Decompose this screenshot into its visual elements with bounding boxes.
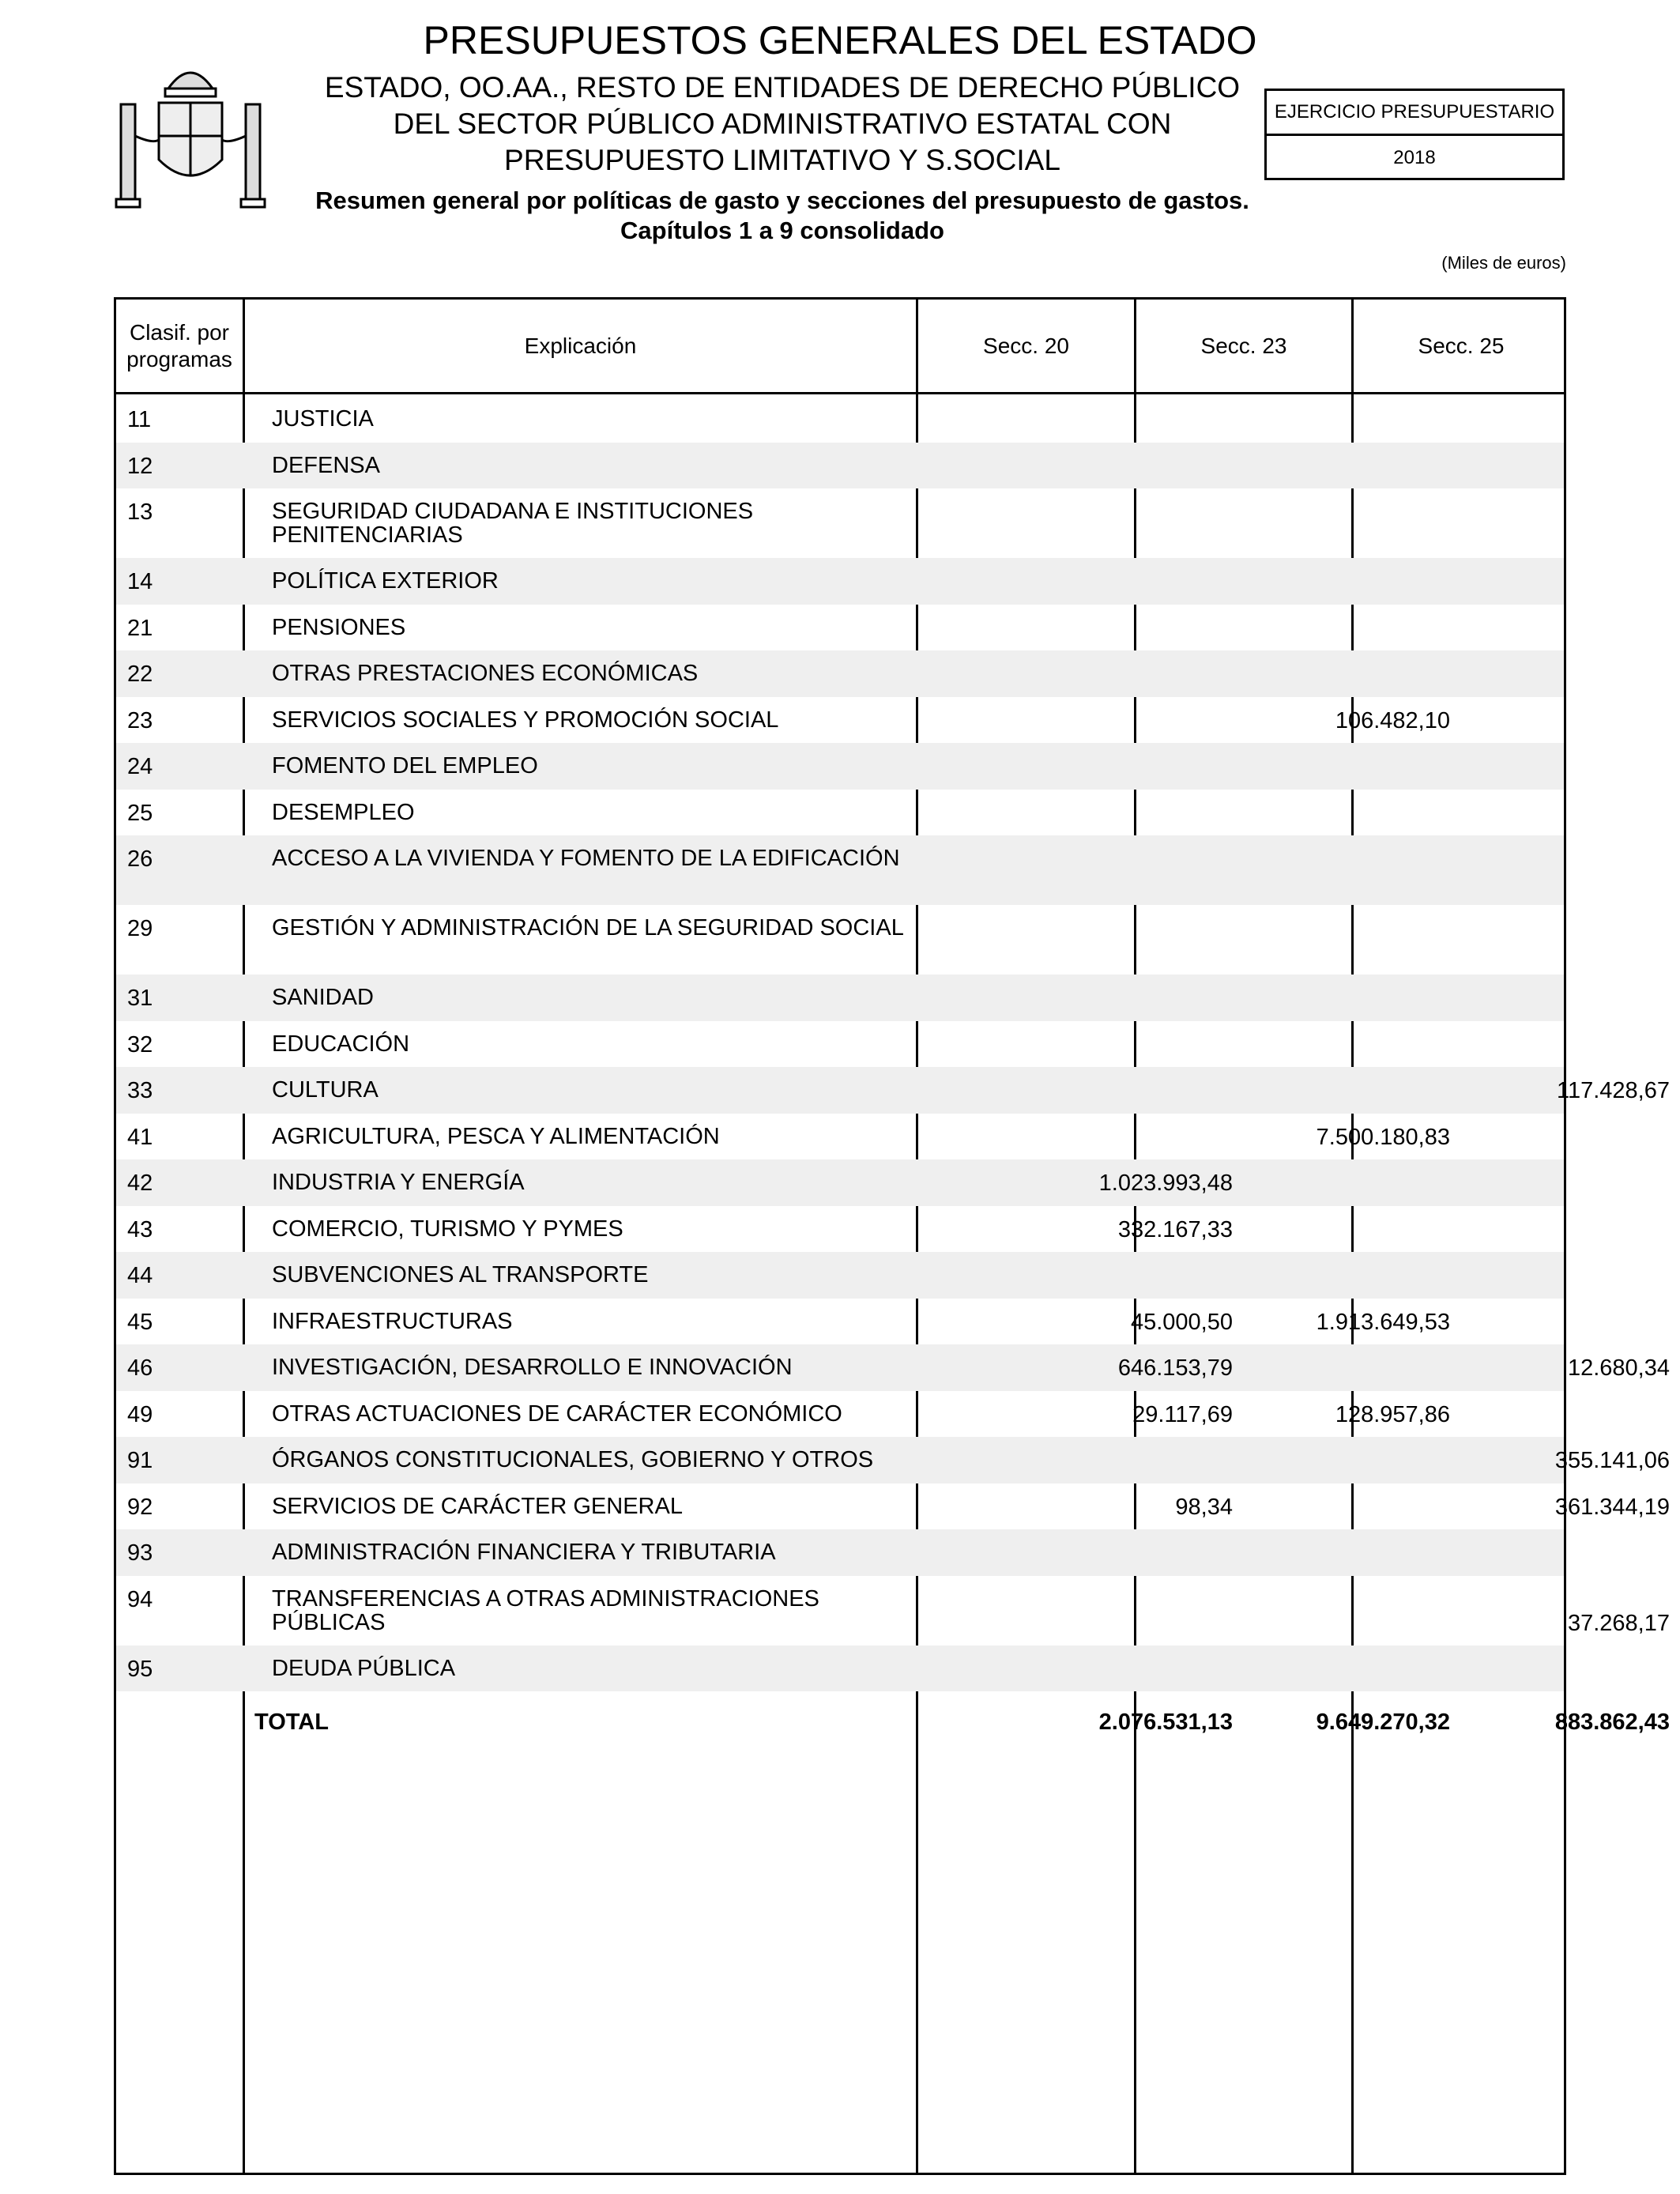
row-secc-20: 98,34	[1175, 1494, 1233, 1520]
row-label: AGRICULTURA, PESCA Y ALIMENTACIÓN	[272, 1123, 720, 1149]
row-label: SUBVENCIONES AL TRANSPORTE	[272, 1262, 649, 1287]
table-row	[116, 905, 1564, 974]
row-label: DESEMPLEO	[272, 799, 415, 825]
row-label: TRANSFERENCIAS A OTRAS ADMINISTRACIONES PÚBLICAS	[272, 1585, 819, 1635]
row-code: 49	[127, 1401, 153, 1427]
row-label: COMERCIO, TURISMO Y PYMES	[272, 1216, 623, 1242]
table-row	[116, 790, 1564, 836]
row-code: 22	[127, 662, 153, 687]
table-row	[116, 1437, 1670, 1483]
table-row	[116, 650, 1564, 697]
row-label: CULTURA	[272, 1077, 379, 1103]
row-label: OTRAS ACTUACIONES DE CARÁCTER ECONÓMICO	[272, 1400, 842, 1427]
row-code: 25	[127, 800, 153, 826]
row-label: ACCESO A LA VIVIENDA Y FOMENTO DE LA EDIFICACIÓN	[272, 846, 900, 871]
table-row	[116, 1021, 1564, 1068]
table-row	[116, 443, 1564, 489]
row-secc-25: 355.141,06	[1554, 1448, 1670, 1473]
table-row	[116, 488, 1564, 558]
table-row	[116, 1252, 1564, 1299]
row-code: 43	[127, 1216, 153, 1242]
row-secc-25: 37.268,17	[1567, 1610, 1670, 1636]
total-row	[116, 1698, 1670, 1744]
row-secc-25: 117.428,67	[1557, 1078, 1670, 1103]
row-secc-23: 1.913.649,53	[1316, 1309, 1450, 1335]
row-code: 13	[127, 499, 153, 525]
row-label: SEGURIDAD CIUDADANA E INSTITUCIONES PENITENCIARIAS	[272, 499, 754, 548]
row-code: 46	[127, 1355, 153, 1381]
table-row	[116, 1067, 1670, 1114]
page-title: PRESUPUESTOS GENERALES DEL ESTADO	[423, 18, 1257, 62]
column-header-secc-25: Secc. 25	[1418, 333, 1505, 358]
ejercicio-year: 2018	[1393, 147, 1436, 168]
table-row	[116, 1206, 1564, 1253]
row-code: 12	[127, 453, 153, 479]
row-secc-20: 332.167,33	[1117, 1216, 1233, 1242]
row-label: PENSIONES	[272, 614, 406, 640]
subtitle-line-1: ESTADO, OO.AA., RESTO DE ENTIDADES DE DERECHO PÚBLICO	[324, 71, 1241, 104]
subtitle-line-2: DEL SECTOR PÚBLICO ADMINISTRATIVO ESTATAL CON	[393, 107, 1172, 140]
table-row	[116, 1391, 1564, 1438]
table-row	[116, 1529, 1564, 1576]
row-label: OTRAS PRESTACIONES ECONÓMICAS	[272, 661, 699, 686]
table-row	[116, 605, 1564, 651]
row-code: 93	[127, 1540, 153, 1566]
row-code: 44	[127, 1263, 153, 1288]
row-label: DEFENSA	[272, 452, 380, 478]
row-label: FOMENTO DEL EMPLEO	[272, 753, 538, 778]
row-code: 95	[127, 1656, 153, 1682]
description-line-1: Resumen general por políticas de gasto y secciones del presupuesto de gastos.	[315, 187, 1249, 214]
row-code: 23	[127, 707, 153, 733]
row-code: 41	[127, 1124, 153, 1150]
ejercicio-label: EJERCICIO PRESUPUESTARIO	[1267, 91, 1562, 136]
row-label: JUSTICIA	[272, 406, 374, 432]
table-row	[116, 1344, 1670, 1391]
units-note: (Miles de euros)	[1441, 253, 1566, 273]
row-secc-25: 12.680,34	[1567, 1355, 1670, 1381]
ejercicio-box	[1264, 89, 1565, 180]
row-secc-23: 7.500.180,83	[1316, 1124, 1450, 1150]
row-secc-25: 361.344,19	[1554, 1494, 1670, 1520]
total-secc-23: 9.649.270,32	[1316, 1710, 1450, 1735]
table-row	[116, 558, 1564, 605]
table-row	[116, 1483, 1670, 1530]
row-code: 31	[127, 986, 153, 1011]
row-secc-20: 646.153,79	[1117, 1355, 1233, 1381]
table-row	[116, 1299, 1564, 1345]
row-code: 26	[127, 846, 153, 872]
row-code: 94	[127, 1586, 153, 1612]
column-header-secc-20: Secc. 20	[983, 333, 1069, 358]
row-label: INVESTIGACIÓN, DESARROLLO E INNOVACIÓN	[272, 1355, 793, 1380]
row-label: SERVICIOS DE CARÁCTER GENERAL	[272, 1493, 683, 1519]
row-label: INFRAESTRUCTURAS	[272, 1308, 513, 1334]
row-code: 29	[127, 916, 153, 941]
row-code: 32	[127, 1031, 153, 1057]
row-label: GESTIÓN Y ADMINISTRACIÓN DE LA SEGURIDAD SOCIAL	[272, 915, 904, 941]
row-secc-23: 128.957,86	[1335, 1401, 1450, 1427]
table-row	[116, 974, 1564, 1021]
column-header-explicacion: Explicación	[524, 333, 637, 358]
description-line-2: Capítulos 1 a 9 consolidado	[620, 217, 944, 244]
table-row	[116, 697, 1564, 744]
table-row	[116, 396, 1564, 443]
table-row	[116, 1646, 1564, 1692]
table-row	[116, 1576, 1670, 1646]
row-code: 42	[127, 1171, 153, 1196]
budget-table	[114, 297, 1670, 2175]
row-code: 24	[127, 754, 153, 779]
row-secc-23: 106.482,10	[1335, 707, 1450, 733]
column-header-clasif: Clasif. por programas	[126, 319, 232, 371]
row-secc-20: 29.117,69	[1132, 1401, 1233, 1427]
table-row	[116, 1114, 1564, 1160]
row-code: 21	[127, 615, 153, 641]
row-label: SERVICIOS SOCIALES Y PROMOCIÓN SOCIAL	[272, 707, 779, 733]
row-code: 33	[127, 1078, 153, 1103]
row-label: INDUSTRIA Y ENERGÍA	[272, 1170, 525, 1195]
row-code: 91	[127, 1448, 153, 1473]
row-code: 45	[127, 1309, 153, 1335]
total-label: TOTAL	[254, 1710, 329, 1735]
total-secc-25: 883.862,43	[1554, 1710, 1670, 1735]
total-secc-20: 2.076.531,13	[1098, 1710, 1233, 1735]
row-label: DEUDA PÚBLICA	[272, 1655, 456, 1681]
row-code: 14	[127, 569, 153, 594]
row-label: ÓRGANOS CONSTITUCIONALES, GOBIERNO Y OTROS	[272, 1447, 874, 1472]
table-row	[116, 835, 1564, 905]
row-secc-20: 1.023.993,48	[1098, 1171, 1233, 1196]
column-header-secc-23: Secc. 23	[1200, 333, 1287, 358]
row-code: 92	[127, 1494, 153, 1520]
row-code: 11	[127, 407, 152, 432]
row-secc-20: 45.000,50	[1130, 1309, 1233, 1335]
table-row	[116, 1159, 1564, 1206]
subtitle-line-3: PRESUPUESTO LIMITATIVO Y S.SOCIAL	[504, 144, 1060, 176]
row-label: EDUCACIÓN	[272, 1031, 410, 1057]
row-label: SANIDAD	[272, 985, 374, 1010]
row-label: POLÍTICA EXTERIOR	[272, 568, 499, 594]
row-label: ADMINISTRACIÓN FINANCIERA Y TRIBUTARIA	[272, 1540, 776, 1565]
table-row	[116, 743, 1564, 790]
